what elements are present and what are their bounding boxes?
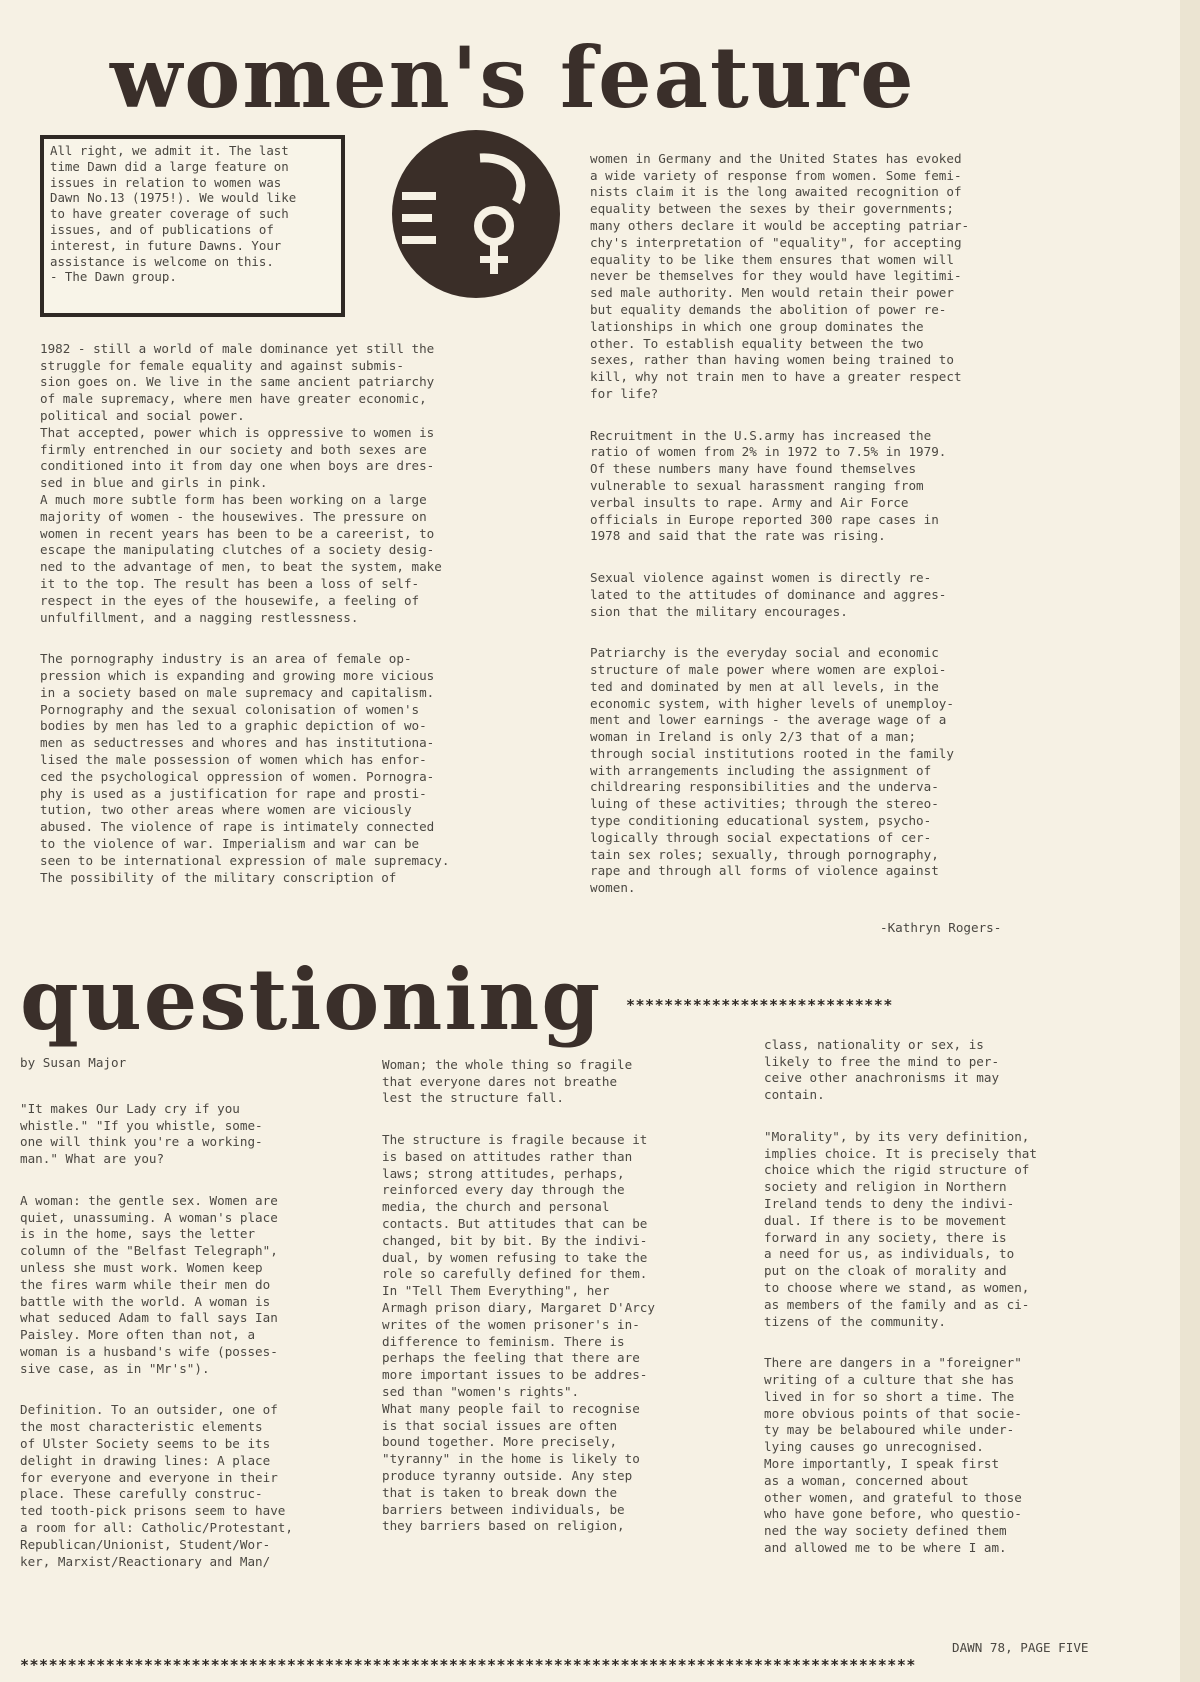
questioning-paragraph: Definition. To an outsider, one of the most characteristic elements of Ulster Society seems to be its delight in drawing lines: A place for everyone and everyone in their place. These carefully construc- ted tooth-pick prisons seem to have a room for all: Catholic/Protestant, Republican/Unionist, Student/Wor- ker, Marxist/Reactionary and Man/	[20, 1402, 293, 1569]
feature-left-paragraph: The pornography industry is an area of female op- pression which is expanding and growing more vicious in a society based on male supremacy and capitalism. Pornography and the sexual colonisation of women's bodies by men has led to a graphic depiction of wo- men as seductresses and whores and has institutiona- lised the male possession of women which has enfor- ced the psychological oppression of women. Pornogra- phy is used as a justification for rape and prosti- tution, two other areas where women are viciously abused. The violence of rape is intimately connected to the violence of war. Imperialism and war can be seen to be international expression of male supremacy. The possibility of the military conscription of	[40, 651, 450, 885]
feature-right-paragraph: Sexual violence against women is directly re- lated to the attitudes of dominance and aggres- sion that the military encourages.	[590, 569, 947, 619]
questioning-paragraph: There are dangers in a "foreigner" writing of a culture that she has lived in for so short a time. The more obvious points of that socie- ty may be belaboured while under- lying causes go unrecognised. More importantly, I speak first as a woman, concerned about other women, and grateful to those who have gone before, who questio- ned the way society defined them and allowed me to be where I am.	[764, 1355, 1022, 1555]
feature-left-paragraph: 1982 - still a world of male dominance yet still the struggle for female equality and against submis- sion goes on. We live in the same ancient patriarchy of male supremacy, where men have greater economic, political and social power. That accepted, power which is oppressive to women is firmly entrenched in our society and both sexes are conditioned into it from day one when boys are dres- sed in blue and girls in pink. A much more subtle form has been working on a large majority of women - the housewives. The pressure on women in recent years has been to be a careerist, to escape the manipulating clutches of a society desig- ned to the advantage of men, to beat the system, make it to the top. The result has been a loss of self- respect in the eyes of the housewife, a feeling of unfulfillment, and a nagging restlessness.	[40, 340, 442, 625]
questioning-title: questioning	[20, 950, 603, 1049]
feature-right-paragraph: Patriarchy is the everyday social and economic structure of male power where women are exploi- ted and dominated by men at all levels, in the economic system, with higher levels of unemploy- ment and lower earnings - the average wage of a woman in Ireland is only 2/3 that of a man; through social institutions rooted in the family with arrangements including the assignment of childrearing responsibilities and the underva- luing of these activities; through the stereo- type conditioning educational system, psycho- logically through social expectations of cer- tain sex roles; sexually, through pornography, rape and through all forms of violence against women.	[590, 645, 954, 896]
questioning-paragraph: The structure is fragile because it is based on attitudes rather than laws; strong attitudes, perhaps, reinforced every day through the media, the church and personal contacts. But attitudes that can be changed, bit by bit. By the indivi- dual, by women refusing to take the role so carefully defined for them. In "Tell Them Everything", her Armagh prison diary, Margaret D'Arcy writes of the women prisoner's in- difference to feminism. There is perhaps the feeling that there are more important issues to be addres- sed than "women's rights". What many people fail to recognise is that social issues are often bound together. More precisely, "tyranny" in the home is likely to produce tyranny outside. Any step that is taken to break down the barriers between individuals, be they barriers based on religion,	[382, 1131, 655, 1534]
byline: by Susan Major	[20, 1055, 127, 1070]
feature-right-column	[590, 134, 1150, 922]
page-edge-shadow	[1180, 0, 1200, 1682]
feature-left-column	[40, 324, 580, 911]
questioning-paragraph: class, nationality or sex, is likely to free the mind to per- ceive other anachronisms it may contain.	[764, 1036, 1000, 1103]
asterisk-rule-bottom: **********************************************************************************************	[20, 1656, 916, 1674]
womens-symbol-logo	[392, 130, 560, 298]
questioning-column-1	[20, 1084, 360, 1595]
questioning-paragraph: "Morality", by its very definition, implies choice. It is precisely that choice which the rigid structure of society and religion in Northern Ireland tends to deny the indivi- dual. If there is to be movement forward in any society, there is a need for us, as individuals, to put on the cloak of morality and to choose where we stand, as women, as members of the family and as ci- tizens of the community.	[764, 1128, 1037, 1329]
questioning-paragraph: A woman: the gentle sex. Women are quiet, unassuming. A woman's place is in the home, says the letter column of the "Belfast Telegraph", unless she must work. Women keep the fires warm while their men do battle with the world. A woman is what seduced Adam to fall says Ian Paisley. More often than not, a woman is a husband's wife (posses- sive case, as in "Mr's").	[20, 1192, 278, 1376]
page-footer: DAWN 78, PAGE FIVE	[952, 1640, 1089, 1655]
questioning-column-3	[764, 1020, 1124, 1582]
feature-right-paragraph: women in Germany and the United States has evoked a wide variety of response from women. Some femi- nists claim it is the long awaited recognition of equality between the sexes by their governments; many others declare it would be accepting patriar- chy's interpretation of "equality", for accepting equality to be like them ensures that women will never be themselves for they would have legitimi- sed male authority. Men would retain their power but equality demands the abolition of power re- lationships in which one group dominates the other. To establish equality between the two sexes, rather than having women being trained to kill, why not train men to have a greater respect for life?	[590, 150, 970, 401]
questioning-column-2	[382, 1040, 742, 1560]
asterisk-rule-top: ****************************	[626, 996, 893, 1014]
questioning-paragraph: "It makes Our Lady cry if you whistle." "If you whistle, some- one will think you're a working- man." What are you?	[20, 1100, 263, 1167]
feature-author-signature: -Kathryn Rogers-	[880, 920, 1002, 935]
feature-title: women's feature	[110, 28, 916, 127]
logo-e-mark	[402, 192, 436, 244]
editorial-note-box: All right, we admit it. The last time Dawn did a large feature on issues in relation to women was Dawn No.13 (1975!). We would like to have greater coverage of such issues, and of publications of interest, in future Dawns. Your assistance is welcome on this. - The Dawn group.	[40, 135, 345, 317]
questioning-paragraph: Woman; the whole thing so fragile that everyone dares not breathe lest the structure fall.	[382, 1056, 633, 1106]
feature-right-paragraph: Recruitment in the U.S.army has increased the ratio of women from 2% in 1972 to 7.5% in 1979. Of these numbers many have found themselves vulnerable to sexual harassment ranging from verbal insults to rape. Army and Air Force officials in Europe reported 300 rape cases in 1978 and said that the rate was rising.	[590, 427, 947, 544]
